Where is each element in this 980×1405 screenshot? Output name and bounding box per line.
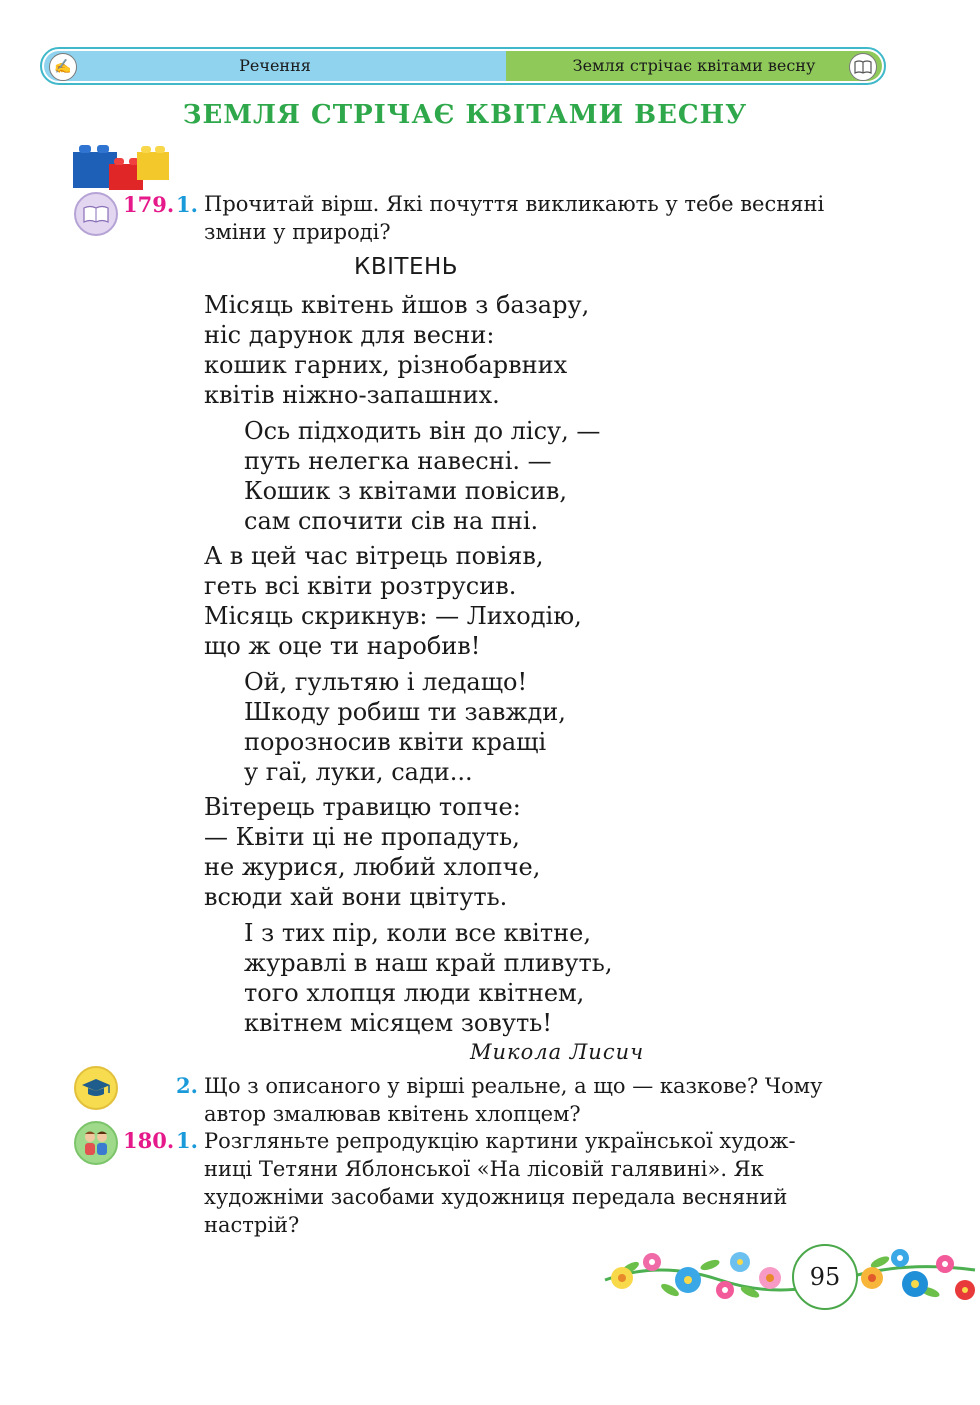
task-line: зміни у природі? xyxy=(204,220,391,244)
reading-book-icon xyxy=(74,192,118,236)
pen-icon: ✍ xyxy=(49,53,77,81)
poem-line: не журися, любий хлопче, xyxy=(204,853,541,881)
poem-line: Шкоду робиш ти завжди, xyxy=(244,698,566,726)
poem-line: Ой, гультяю і ледащо! xyxy=(244,668,528,696)
page-title: ЗЕМЛЯ СТРІЧАЄ КВІТАМИ ВЕСНУ xyxy=(182,100,748,130)
poem-stanza xyxy=(244,667,566,787)
pair-work-icon xyxy=(74,1121,118,1165)
poem-line: геть всі квіти розтрусив. xyxy=(204,572,517,600)
poem-line: що ж оце ти наробив! xyxy=(204,632,481,660)
poem-stanza xyxy=(204,541,582,661)
poem-line: кошик гарних, різнобарвних xyxy=(204,351,568,379)
poem-line: Вітерець травицю топче: xyxy=(204,793,521,821)
poem-line: ніс дарунок для весни: xyxy=(204,321,495,349)
task-line: художніми засобами художниця передала весняний xyxy=(204,1185,788,1209)
exercise-number: 180. xyxy=(123,1128,175,1153)
lego-blocks-icon xyxy=(73,142,171,190)
poem-stanza xyxy=(244,416,600,536)
page-number: 95 xyxy=(792,1244,858,1310)
task-line: Що з описаного у вірші реальне, а що — казкове? Чому xyxy=(204,1074,823,1098)
task-line: ниці Тетяни Яблонської «На лісовій галявині». Як xyxy=(204,1157,764,1181)
poem-line: квітів ніжно-запашних. xyxy=(204,381,500,409)
poem-line: Кошик з квітами повісив, xyxy=(244,477,567,505)
poem-stanza xyxy=(244,918,612,1038)
poem-line: сам спочити сів на пні. xyxy=(244,507,539,535)
poem-line: Ось підходить він до лісу, — xyxy=(244,417,601,445)
exercise-subnumber: 2. xyxy=(176,1073,198,1098)
task-line: Розгляньте репродукцію картини української худож- xyxy=(204,1129,796,1153)
poem-line: журавлі в наш край пливуть, xyxy=(244,949,613,977)
poem-title: КВІТЕНЬ xyxy=(354,254,459,280)
poem-line: А в цей час вітрець повіяв, xyxy=(204,542,544,570)
exercise-number: 179. xyxy=(123,192,175,217)
header-section-right xyxy=(506,51,882,81)
poem-line: квітнем місяцем зовуть! xyxy=(244,1009,552,1037)
book-icon xyxy=(849,53,877,81)
task-line: настрій? xyxy=(204,1213,300,1237)
poem-line: всюди хай вони цвітуть. xyxy=(204,883,508,911)
task-line: Прочитай вірш. Які почуття викликають у тебе весняні xyxy=(204,192,825,216)
poem-line: — Квіти ці не пропадуть, xyxy=(204,823,520,851)
poem-line: І з тих пір, коли все квітне, xyxy=(244,919,591,947)
graduation-cap-icon xyxy=(74,1066,118,1110)
task-180-1 xyxy=(204,1127,856,1239)
header-section-left xyxy=(44,51,506,81)
task-line: автор змалював квітень хлопцем? xyxy=(204,1102,581,1126)
poem-line: Місяць квітень йшов з базару, xyxy=(204,291,590,319)
poem-author: Микола Лисич xyxy=(470,1040,645,1064)
page-header xyxy=(40,47,886,85)
flower-garland-decoration xyxy=(600,1240,980,1310)
task-179-2 xyxy=(204,1072,856,1128)
header-left-label: Речення xyxy=(239,56,311,75)
poem-stanza xyxy=(204,792,540,912)
poem-line: того хлопця люди квітнем, xyxy=(244,979,585,1007)
poem-line: путь нелегка навесні. — xyxy=(244,447,552,475)
exercise-subnumber: 1. xyxy=(176,1128,198,1153)
poem-line: Місяць скрикнув: — Лиходію, xyxy=(204,602,582,630)
exercise-subnumber: 1. xyxy=(176,192,198,217)
poem-line: порозносив квіти кращі xyxy=(244,728,547,756)
task-179-1 xyxy=(204,190,856,246)
poem-line: у гаї, луки, сади... xyxy=(244,758,473,786)
poem-stanza xyxy=(204,290,589,410)
header-right-label: Земля стрічає квітами весну xyxy=(572,56,816,75)
